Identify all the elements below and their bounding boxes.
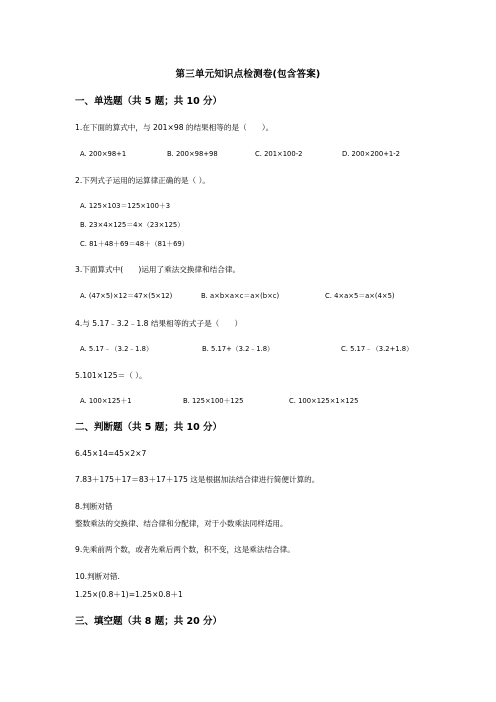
question-1: 1.在下面的算式中，与 201×98 的结果相等的是（ ）。 xyxy=(75,123,274,132)
q1-option-b: B. 200×98+98 xyxy=(167,150,218,158)
q3-option-b: B. a×b×a×c＝a×(b×c) xyxy=(201,292,280,300)
section-heading-fill-blank: 三、填空题（共 8 题；共 20 分） xyxy=(75,616,223,627)
q2-option-a: A. 125×103＝125×100＋3 xyxy=(80,202,171,210)
question-2: 2.下列式子运用的运算律正确的是（ ）。 xyxy=(75,176,210,185)
section-heading-true-false: 二、判断题（共 5 题；共 10 分） xyxy=(75,422,223,433)
question-6: 6.45×14=45×2×7 xyxy=(75,449,147,458)
page-title: 第三单元知识点检测卷(包含答案) xyxy=(175,69,321,80)
q3-option-c: C. 4×a×5＝a×(4×5) xyxy=(325,292,395,300)
section-heading-single-choice: 一、单选题（共 5 题；共 10 分） xyxy=(75,96,223,107)
question-7: 7.83＋175＋17＝83＋17＋175 这是根据加法结合律进行简便计算的。 xyxy=(75,475,320,484)
question-5: 5.101×125＝（ ）。 xyxy=(75,371,147,380)
q4-option-a: A. 5.17﹣（3.2﹣1.8） xyxy=(80,345,153,353)
question-9: 9.先乘前两个数，或者先乘后两个数，积不变，这是乘法结合律。 xyxy=(75,545,295,554)
question-8-body: 整数乘法的交换律、结合律和分配律，对于小数乘法同样适用。 xyxy=(75,519,288,528)
q1-option-d: D. 200×200+1-2 xyxy=(342,150,400,158)
q3-option-a: A. (47×5)×12＝47×(5×12) xyxy=(80,292,173,300)
question-4: 4.与 5.17﹣3.2﹣1.8 结果相等的式子是（ ） xyxy=(75,319,243,328)
q5-option-a: A. 100×125＋1 xyxy=(80,397,132,405)
question-3: 3.下面算式中( )运用了乘法交换律和结合律。 xyxy=(75,265,241,274)
question-8-title: 8.判断对错 xyxy=(75,502,113,511)
q5-option-b: B. 125×100＋125 xyxy=(183,397,244,405)
q4-option-b: B. 5.17+（3.2﹣1.8） xyxy=(202,345,274,353)
question-10-title: 10.判断对错. xyxy=(75,572,120,581)
q2-option-b: B. 23×4×125＝4×（23×125） xyxy=(80,221,185,229)
question-10-body: 1.25×(0.8＋1)=1.25×0.8＋1 xyxy=(75,590,183,599)
q1-option-c: C. 201×100-2 xyxy=(255,150,303,158)
q2-option-c: C. 81＋48＋69＝48＋（81＋69） xyxy=(80,240,189,248)
q5-option-c: C. 100×125×1×125 xyxy=(289,397,359,405)
q1-option-a: A. 200×98+1 xyxy=(80,150,127,158)
q4-option-c: C. 5.17﹣（3.2+1.8） xyxy=(341,345,413,353)
